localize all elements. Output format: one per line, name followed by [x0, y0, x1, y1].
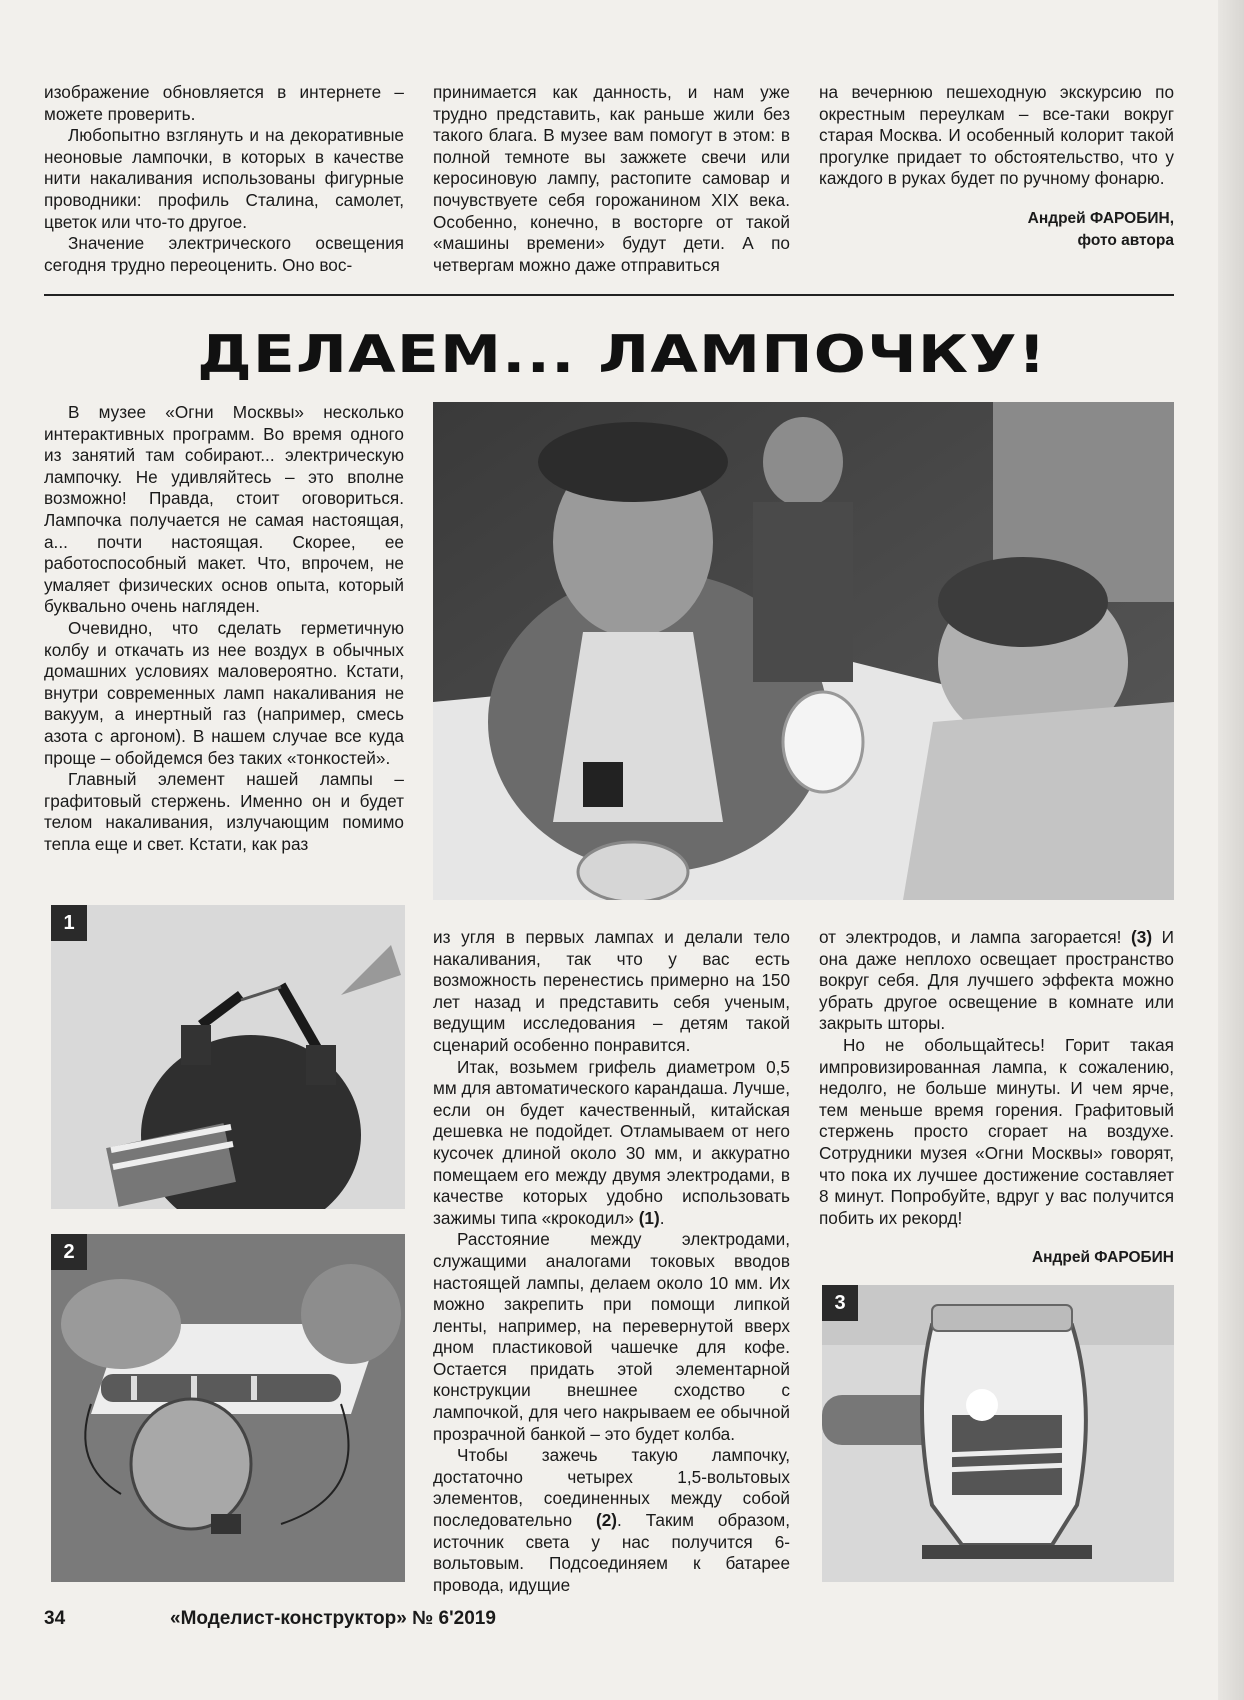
top-column-2	[433, 82, 790, 276]
mid-para-4-text: Чтобы зажечь такую лампочку, достаточно четырех 1,5-вольтовых элементов, соединенных между собой последовательно	[433, 1445, 790, 1531]
magazine-issue: «Моделист-конструктор» № 6'2019	[170, 1608, 496, 1629]
top-signature-photo: фото автора	[1077, 231, 1174, 249]
left-para-1: В музее «Огни Москвы» несколько интерактивных программ. Во время одного из занятий там собирают... электрическую лампочку. Не удивляйтесь – это вполне возможно! Правда, стоит оговориться. Лампочка получается не самая настоящая, а... почти настоящая. Скорее, ее работоспособный макет. Что, впрочем, не умаляет физических основ опыта, который буквально очень нагляден.	[44, 402, 404, 617]
right-para-1-text: от электродов, и лампа загорается!	[819, 927, 1122, 947]
right-para-2: Но не обольщайтесь! Горит такая импровизированная лампа, к сожалению, недолго, не больше минуты. И чем ярче, тем меньше время горения. Графитовый стержень просто сгорает на воздухе. Сотрудники музея «Огни Москвы» говорят, что пока их лучшее достижение составляет 8 минут. Попробуйте, вдруг у вас получится побить их рекорд!	[819, 1034, 1174, 1228]
article-left-column	[44, 402, 404, 855]
photo-ref-1: (1)	[638, 1207, 660, 1228]
photo-3-image	[822, 1285, 1174, 1582]
right-para-1	[819, 927, 1174, 1035]
mid-para-4-tail: . Таким образом, источник света у нас получится 6-вольтовым. Подсоединяем к батарее провода, идущие	[433, 1510, 790, 1595]
mid-para-1: из угля в первых лампах и делали тело накаливания, так что у вас есть возможность перенестись примерно на 150 лет назад и представить себя ученым, ведущим исследования – детям такой сценарий особенно понравится.	[433, 927, 790, 1055]
main-photo-image	[433, 402, 1174, 900]
top-col1-para-1: изображение обновляется в интернете – можете проверить.	[44, 82, 404, 124]
top-column-1	[44, 82, 404, 276]
mid-para-3: Расстояние между электродами, служащими аналогами токовых вводов настоящей лампы, делаем около 10 мм. Их можно закрепить при помощи липкой ленты, например, на перевернутой вверх дном пластиковой чашечке для кофе. Остается придать этой элементарной конструкции внешнее сходство с лампочкой, для чего накрываем ее обычной прозрачной банкой – это будет колба.	[433, 1229, 790, 1444]
photo-3-label: 3	[822, 1285, 858, 1321]
mid-para-2: Итак, возьмем грифель диаметром 0,5 мм для автоматического карандаша. Лучше, если он будет качественный, китайская дешевка не подойдет. Отламываем от него кусочек длиной около 30 мм, и аккуратно помещаем его между двумя электродами, в качестве которых удобно использовать зажимы типа «крокодил» (1).	[433, 1056, 790, 1228]
photo-2-label: 2	[51, 1234, 87, 1270]
mid-para-4	[433, 1445, 790, 1596]
photo-ref-3: (3)	[1131, 927, 1153, 947]
left-para-3: Главный элемент нашей лампы – графитовый стержень. Именно он и будет телом накаливания, излучающим помимо тепла еще и свет. Кстати, как раз	[44, 769, 404, 854]
page-number: 34	[44, 1608, 66, 1629]
mid-para-2-text: Итак, возьмем грифель диаметром 0,5 мм для автоматического карандаша. Лучше, если он будет качественный, китайская дешевка не подойдет. Отламываем от него кусочек длиной около 30 мм, и аккуратно помещаем его между двумя электродами, в качестве которых удобно использовать зажимы типа «крокодил»	[433, 1056, 790, 1228]
main-photo-workshop	[433, 402, 1174, 900]
article-right-column	[819, 927, 1174, 1269]
section-divider	[44, 294, 1174, 296]
photo-2-batteries	[51, 1234, 405, 1582]
top-col3-para: на вечернюю пешеходную экскурсию по окрестным переулкам – все-таки вокруг старая Москва. И особенный колорит такой прогулке придает то обстоятельство, что у каждого в руках будет по ручному фонарю.	[819, 82, 1174, 189]
article-signature: Андрей ФАРОБИН	[1031, 1249, 1174, 1267]
photo-3-lamp-lit	[822, 1285, 1174, 1582]
top-col1-para-3: Значение электрического освещения сегодня трудно переоценить. Оно вос-	[44, 233, 404, 275]
right-para-1-tail: И она даже неплохо освещает пространство вокруг себя. Для лучшего эффекта можно убрать другое освещение в комнате или закрыть шторы.	[819, 927, 1174, 1034]
photo-1-image	[51, 905, 405, 1209]
left-para-2: Очевидно, что сделать герметичную колбу и откачать из нее воздух в обычных домашних условиях маловероятно. Кстати, внутри современных ламп накаливания не вакуум, а инертный газ (например, смесь азота с аргоном). В нашем случае все куда проще – обойдемся без таких «тонкостей».	[44, 617, 404, 768]
top-signature-name: Андрей ФАРОБИН,	[1027, 209, 1174, 227]
top-column-3	[819, 82, 1174, 252]
photo-ref-2: (2)	[596, 1510, 618, 1531]
top-col1-para-2: Любопытно взглянуть и на декоративные неоновые лампочки, в которых в качестве нити накаливания использованы фигурные проводники: профиль Сталина, самолет, цветок или что-то другое.	[44, 125, 404, 232]
article-headline: ДЕЛАЕМ... ЛАМПОЧКУ!	[197, 325, 1047, 385]
photo-2-image	[51, 1234, 405, 1582]
article-middle-column	[433, 927, 790, 1596]
photo-1-label: 1	[51, 905, 87, 941]
page-edge	[1218, 0, 1244, 1700]
top-col2-para: принимается как данность, и нам уже трудно представить, как раньше жили без такого блага. В музее вам помогут в этом: в полной темноте вы зажжете свечи или керосиновую лампу, растопите самовар и почувствуете себя горожанином XIX века. Особенно, конечно, в восторге от такой «машины времени» будут дети. А по четвергам можно даже отправиться	[433, 82, 790, 275]
photo-1-clamps	[51, 905, 405, 1209]
